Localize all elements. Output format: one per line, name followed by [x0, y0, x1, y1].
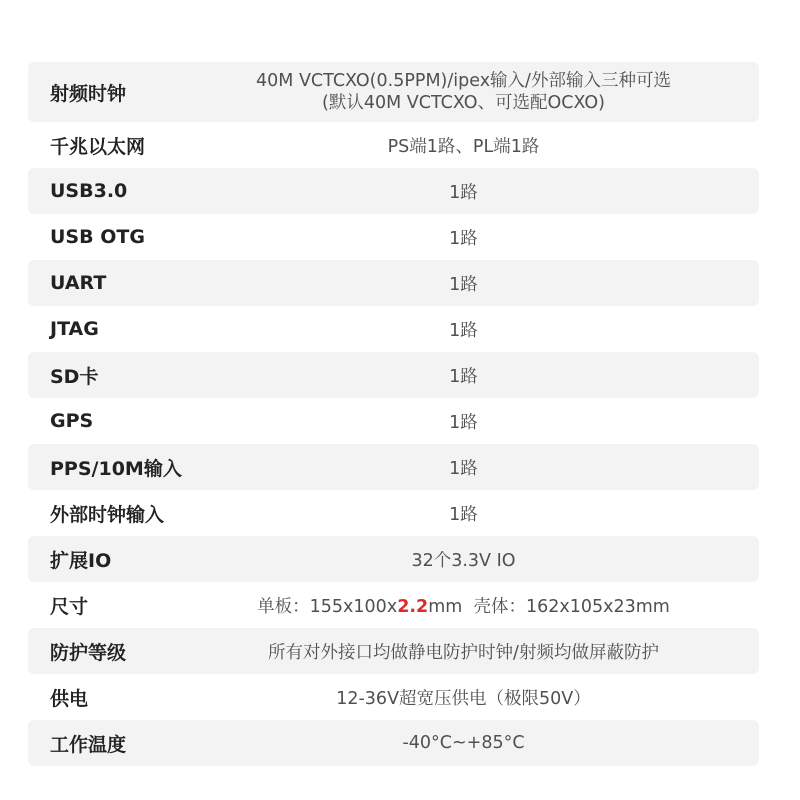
spec-label: 供电	[50, 687, 89, 710]
spec-label: SD卡	[50, 365, 99, 388]
spec-label: 尺寸	[50, 595, 89, 618]
spec-row-temperature	[28, 720, 759, 766]
spec-value: 1路	[449, 412, 478, 433]
spec-label: 射频时钟	[50, 82, 127, 105]
spec-label: PPS/10M输入	[50, 457, 182, 480]
spec-table	[28, 62, 759, 766]
spec-value: 32个3.3V IO	[411, 550, 516, 571]
spec-value	[228, 70, 759, 114]
spec-row-usb30	[28, 168, 759, 214]
spec-label: 工作温度	[50, 733, 127, 756]
spec-row-usb-otg	[28, 214, 759, 260]
spec-value: 所有对外接口均做静电防护时钟/射频均做屏蔽防护	[268, 642, 659, 663]
spec-row-dimensions	[28, 582, 759, 628]
spec-value-line: 40M VCTCXO(0.5PPM)/ipex输入/外部输入三种可选	[256, 71, 671, 91]
spec-row-jtag	[28, 306, 759, 352]
spec-value-line: (默认40M VCTCXO、可选配OCXO)	[322, 93, 605, 113]
spec-label: GPS	[50, 410, 94, 432]
board-size-suffix: mm	[428, 596, 463, 617]
spec-row-expansion-io	[28, 536, 759, 582]
spec-value	[228, 593, 759, 618]
spec-row-gps	[28, 398, 759, 444]
spec-row-protection	[28, 628, 759, 674]
spec-label: UART	[50, 272, 107, 294]
spec-label: USB3.0	[50, 180, 128, 202]
spec-value: 1路	[449, 320, 478, 341]
shell-size: 壳体：162x105x23mm	[473, 596, 670, 617]
spec-value: 1路	[449, 366, 478, 387]
spec-value: 1路	[449, 274, 478, 295]
spec-row-rf-clock	[28, 62, 759, 122]
spec-label: 千兆以太网	[50, 135, 146, 158]
spec-label: 外部时钟输入	[50, 503, 165, 526]
spec-value: 1路	[449, 458, 478, 479]
board-size-prefix: 单板：155x100x	[257, 596, 398, 617]
spec-value: 1路	[449, 228, 478, 249]
spec-label: 扩展IO	[50, 549, 112, 572]
spec-value: 1路	[449, 504, 478, 525]
spec-label: JTAG	[50, 318, 99, 340]
spec-label: USB OTG	[50, 226, 145, 248]
spec-value: 1路	[449, 182, 478, 203]
spec-label: 防护等级	[50, 641, 127, 664]
spec-value: 12-36V超宽压供电（极限50V）	[336, 688, 591, 709]
spec-row-ext-clock	[28, 490, 759, 536]
spec-row-pps	[28, 444, 759, 490]
spec-value: PS端1路、PL端1路	[387, 136, 540, 157]
spec-row-sd-card	[28, 352, 759, 398]
spec-row-uart	[28, 260, 759, 306]
spec-value: -40°C~+85°C	[402, 733, 525, 753]
spec-row-power	[28, 674, 759, 720]
spec-row-ethernet	[28, 122, 759, 168]
board-thickness-highlight: 2.2	[397, 596, 429, 617]
